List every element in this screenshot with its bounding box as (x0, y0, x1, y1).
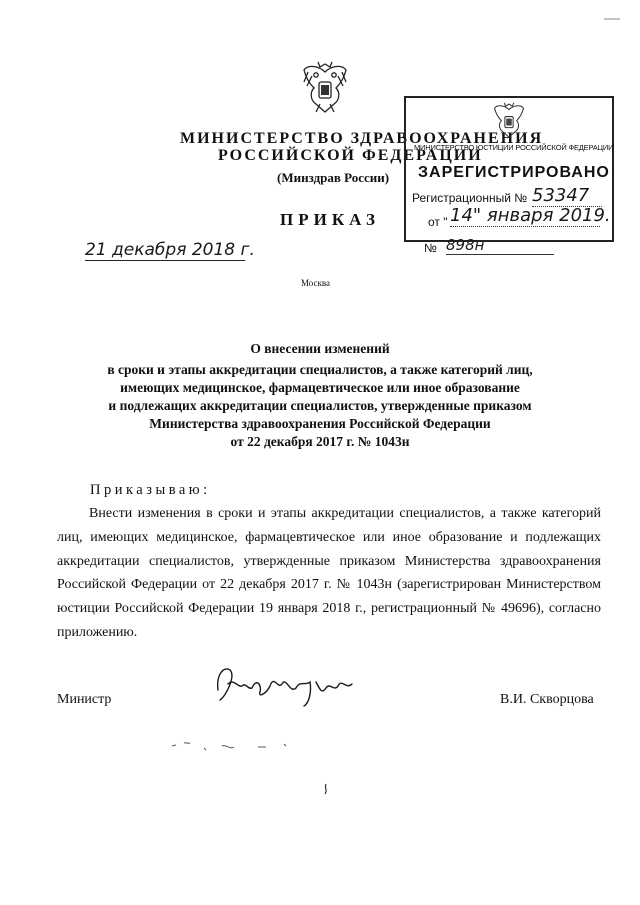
org-name-line1: МИНИСТЕРСТВО ЗДРАВООХРАНЕНИЯ (180, 130, 544, 147)
document-type: ПРИКАЗ (280, 210, 380, 229)
stamp-org: МИНИСТЕРСТВО ЮСТИЦИИ РОССИЙСКОЙ ФЕДЕРАЦИИ (414, 143, 614, 152)
org-short-name: (Минздрав России) (277, 170, 390, 185)
order-paragraph-text: Внести изменения в сроки и этапы аккредитации специалистов, а также категорий лиц, имеющих медицинское, фармацевтическое или иное образование и подлежащих аккредитации специалистов, утвержденные приказом Министерства здравоохранения Российской Федерации от 22 декабря 2017 г. № 1043н (зарегистрирован Министерством юстиции Российской Федерации 19 января 2018 г., регистрационный № 49696), согласно приложению. (57, 506, 601, 640)
city: Москва (301, 278, 330, 288)
stamp-reg-number: 53347 (532, 185, 602, 207)
title-line: и подлежащих аккредитации специалистов, утвержденные приказом (108, 398, 532, 413)
title-line: О внесении изменений (250, 341, 390, 356)
signatory-name: В.И. Скворцова (500, 692, 594, 707)
scan-marks (170, 738, 290, 758)
stamp-coat-of-arms-icon (490, 100, 528, 140)
order-paragraph (57, 502, 601, 645)
title-line: от 22 декабря 2017 г. № 1043н (230, 434, 410, 449)
handwritten-signature (212, 660, 367, 710)
corner-mark (604, 18, 620, 20)
handwritten-date: 21 декабря 2018 г. (85, 240, 255, 260)
order-lead: Приказываю: (90, 482, 211, 498)
title-line: имеющих медицинское, фармацевтическое или иное образование (120, 380, 520, 395)
coat-of-arms-icon (300, 58, 350, 116)
stamp-date-label: от " (428, 215, 448, 229)
title-line: в сроки и этапы аккредитации специалистов, а также категорий лиц, (107, 362, 533, 377)
stamp-status: ЗАРЕГИСТРИРОВАНО (418, 164, 610, 181)
stamp-reg-label: Регистрационный № (412, 191, 528, 205)
signatory-position: Министр (57, 692, 112, 707)
stamp-date-value: 14" января 2019. (450, 205, 611, 226)
stamp-number-label: № (424, 241, 437, 255)
stamp-number-value: 898н (446, 236, 554, 255)
org-name-line2: РОССИЙСКОЙ ФЕДЕРАЦИИ (218, 147, 483, 164)
scan-mark (323, 782, 329, 796)
title-line: Министерства здравоохранения Российской Федерации (149, 416, 491, 431)
